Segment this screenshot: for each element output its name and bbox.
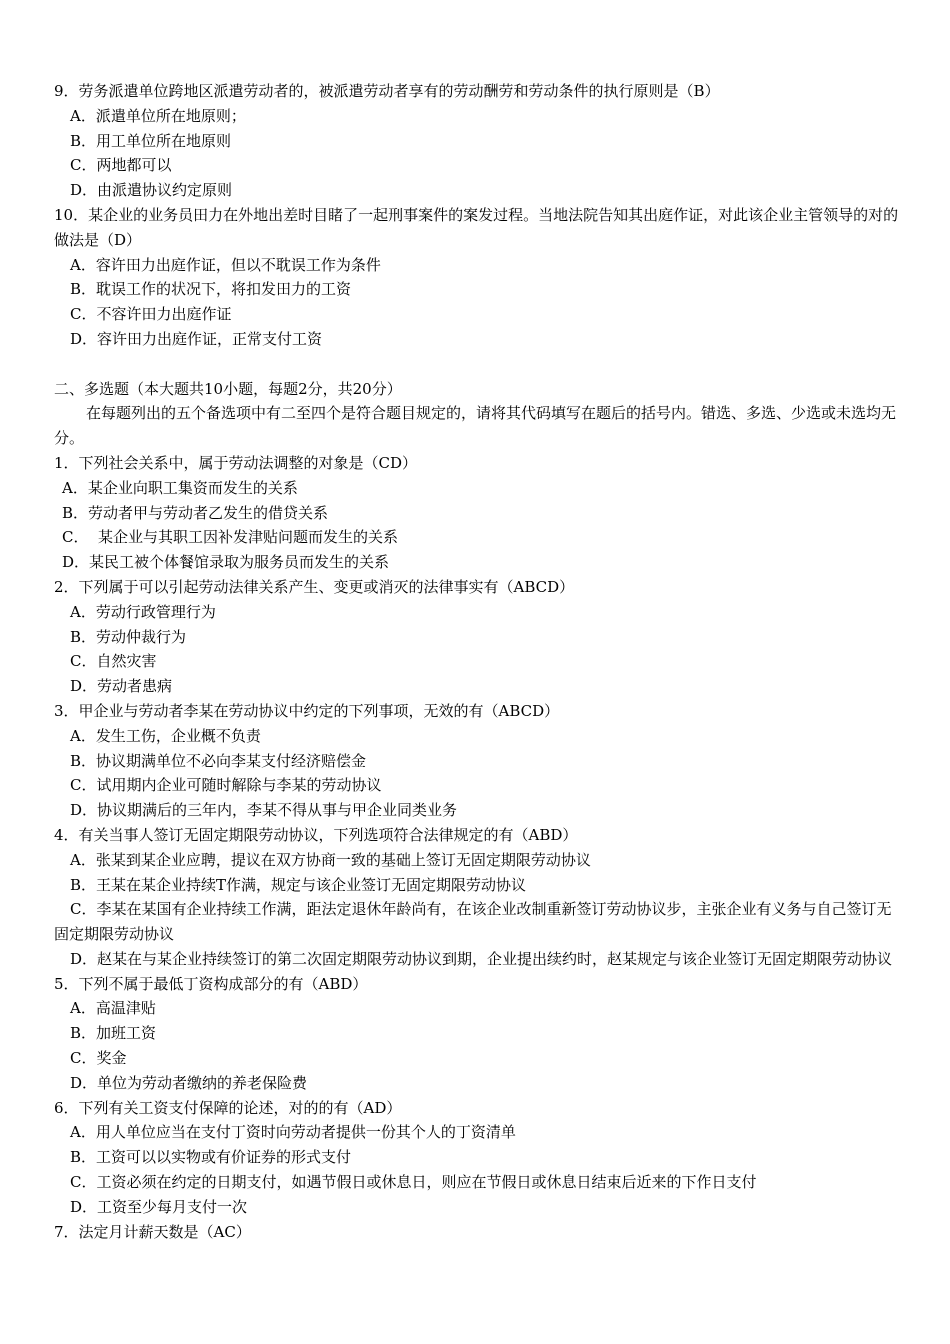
multi-question-6-option-b: B．工资可以以实物或有价证券的形式支付 [70, 1148, 352, 1167]
multi-question-5-option-d: D．单位为劳动者缴纳的养老保险费 [70, 1073, 308, 1092]
multi-question-4-option-d: D．赵某在与某企业持续签订的第二次固定期限劳动协议到期，企业提出续约时，赵某规定与该企业签订无固定期限劳动协议 [70, 949, 893, 968]
section-2-instructions: 在每题列出的五个备选项中有二至四个是符合题目规定的，请将其代码填写在题后的括号内。错选、多选、少选或未选均无分。 [54, 404, 897, 448]
question-9-option-d: D．由派遣协议约定原则 [70, 181, 233, 200]
document-page [54, 79, 900, 1244]
multi-question-6-stem: 6．下列有关工资支付保障的论述，对的的有（AD） [54, 1098, 402, 1117]
multi-question-5-option-b: B．加班工资 [70, 1024, 157, 1043]
multi-question-6-option-d: D．工资至少每月支付一次 [70, 1197, 248, 1216]
question-9-option-b: B．用工单位所在地原则 [70, 131, 232, 150]
multi-question-5-option-c: C．奖金 [70, 1049, 127, 1068]
question-10-option-c: C．不容许田力出庭作证 [70, 305, 232, 324]
question-10-stem: 10．某企业的业务员田力在外地出差时目睹了一起刑事案件的案发过程。当地法院告知其出庭作证，对此该企业主管领导的对的做法是（D） [54, 205, 899, 249]
multi-question-1-option-d: D．某民工被个体餐馆录取为服务员而发生的关系 [62, 553, 390, 572]
multi-question-2-option-c: C．自然灾害 [70, 652, 157, 671]
multi-question-7-stem: 7．法定月计薪天数是（AC） [54, 1222, 251, 1241]
multi-question-3-option-d: D．协议期满后的三年内，李某不得从事与甲企业同类业务 [70, 801, 458, 820]
multi-question-3-option-a: A．发生工伤，企业概不负责 [70, 726, 261, 745]
blank-line [54, 352, 900, 377]
multi-question-1-option-c: C． 某企业与其职工因补发津贴问题而发生的关系 [62, 528, 399, 547]
multi-question-2-option-a: A．劳动行政管理行为 [70, 602, 216, 621]
multi-question-4-option-a: A．张某到某企业应聘，提议在双方协商一致的基础上签订无固定期限劳动协议 [70, 850, 591, 869]
multi-question-6-option-c: C．工资必须在约定的日期支付，如遇节假日或休息日，则应在节假日或休息日结束后近来的下作日支付 [70, 1173, 757, 1192]
multi-question-2-option-d: D．劳动者患病 [70, 677, 173, 696]
multi-question-4-option-c: C．李某在某国有企业持续工作满，距法定退休年龄尚有，在该企业改制重新签订劳动协议步，主张企业有义务与自己签订无固定期限劳动协议 [54, 900, 892, 944]
multi-question-6-option-a: A．用人单位应当在支付丁资时向劳动者提供一份其个人的丁资清单 [70, 1123, 516, 1142]
multi-question-2-stem: 2．下列属于可以引起劳动法律关系产生、变更或消灭的法律事实有（ABCD） [54, 577, 575, 596]
multi-question-3-option-b: B．协议期满单位不必向李某支付经济赔偿金 [70, 751, 367, 770]
multi-question-3-option-c: C．试用期内企业可随时解除与李某的劳动协议 [70, 776, 382, 795]
question-9-stem: 9．劳务派遣单位跨地区派遣劳动者的，被派遣劳动者享有的劳动酬劳和劳动条件的执行原则是（B） [54, 82, 720, 100]
question-10-option-d: D．容许田力出庭作证，正常支付工资 [70, 329, 323, 348]
question-9-option-c: C．两地都可以 [70, 156, 172, 175]
multi-question-3-stem: 3．甲企业与劳动者李某在劳动协议中约定的下列事项，无效的有（ABCD） [54, 701, 560, 720]
multi-question-5-stem: 5．下列不属于最低丁资构成部分的有（ABD） [54, 974, 368, 993]
question-9-option-a: A．派遣单位所在地原则； [70, 106, 246, 125]
question-10-option-b: B．耽误工作的状况下，将扣发田力的工资 [70, 280, 352, 299]
multi-question-4-stem: 4．有关当事人签订无固定期限劳动协议，下列选项符合法律规定的有（ABD） [54, 825, 578, 844]
multi-question-2-option-b: B．劳动仲裁行为 [70, 627, 187, 646]
multi-question-1-stem: 1．下列社会关系中，属于劳动法调整的对象是（CD） [54, 453, 418, 472]
multi-question-4-option-b: B．王某在某企业持续T作满，规定与该企业签订无固定期限劳动协议 [70, 875, 527, 894]
multi-question-1-option-a: A．某企业向职工集资而发生的关系 [62, 478, 298, 497]
multi-question-1-option-b: B．劳动者甲与劳动者乙发生的借贷关系 [62, 503, 329, 522]
question-10-option-a: A．容许田力出庭作证，但以不耽误工作为条件 [70, 255, 381, 274]
multi-question-5-option-a: A．高温津贴 [70, 999, 156, 1018]
section-2-title: 二、多选题（本大题共10小题，每题2分，共20分） [54, 379, 402, 398]
